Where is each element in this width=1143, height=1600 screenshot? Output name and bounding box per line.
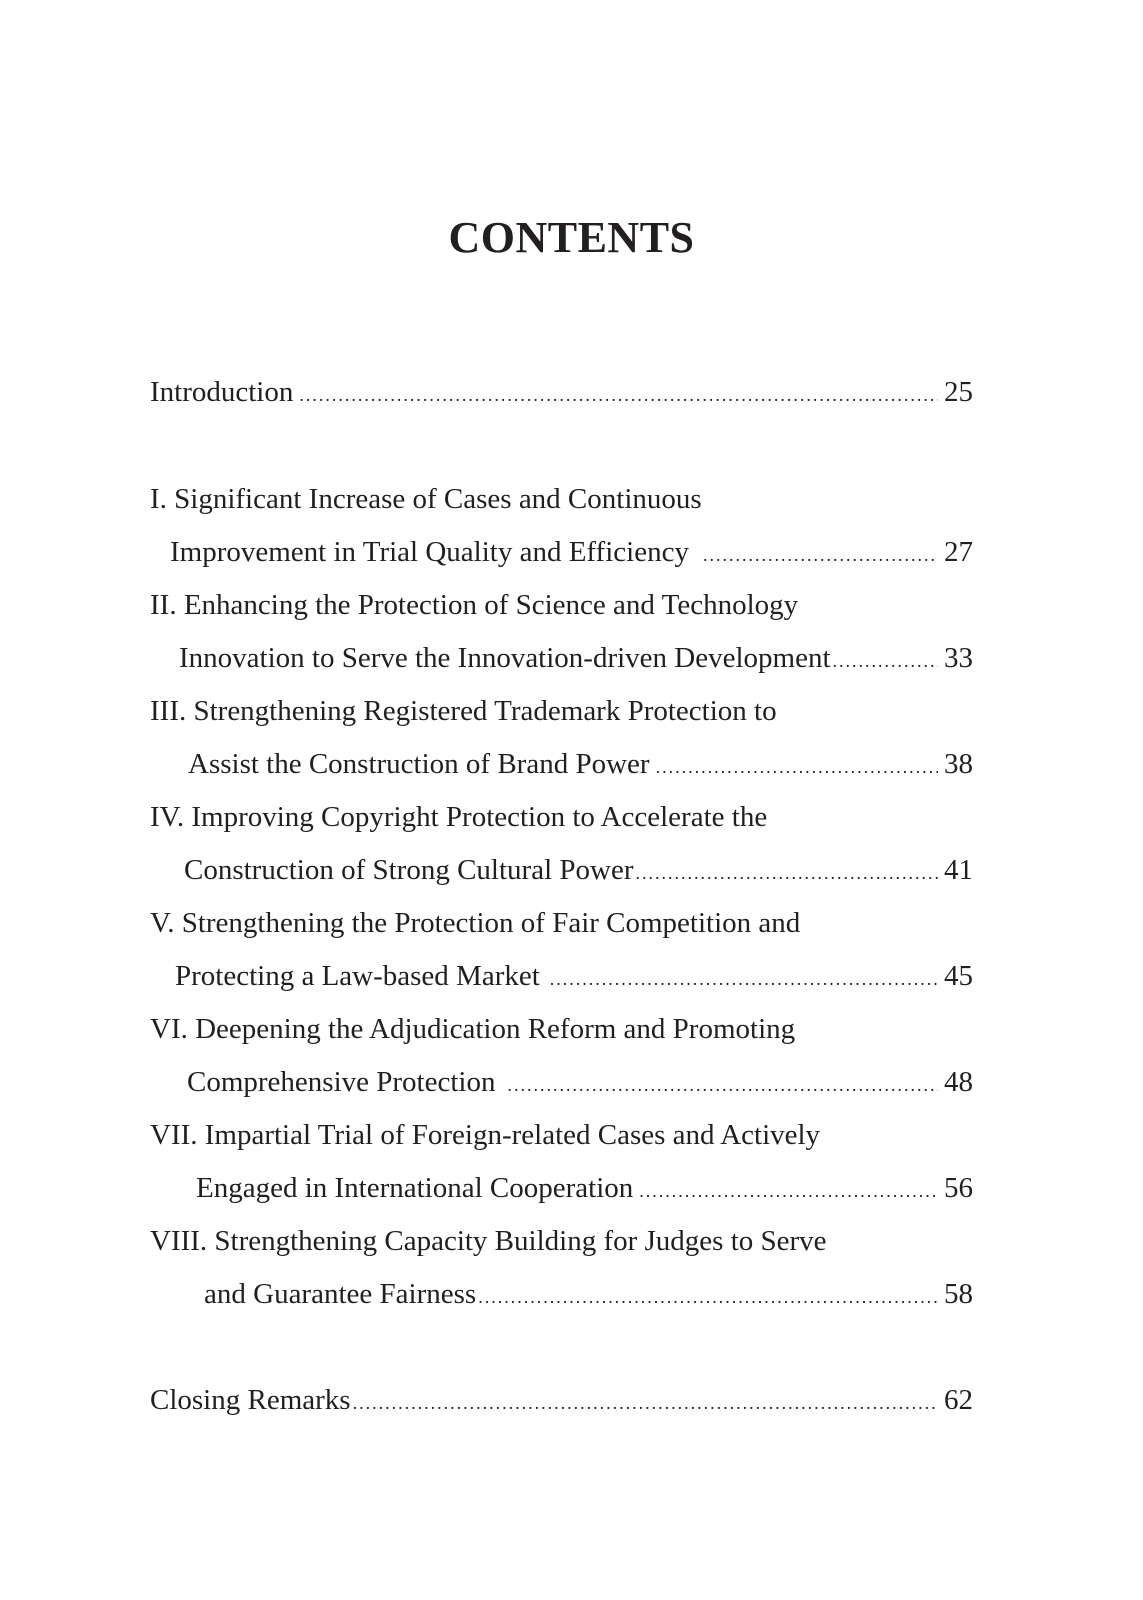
toc-entry-2-line2[interactable] <box>150 638 973 678</box>
toc-entry-4-line2[interactable] <box>150 850 973 890</box>
toc-entry-label: IV. Improving Copyright Protection to Accelerate the <box>150 801 768 833</box>
toc-entry-label: Improvement in Trial Quality and Efficiency <box>170 536 689 568</box>
toc-entry-label: Introduction <box>150 376 294 408</box>
toc-page-number: 41 <box>944 854 973 886</box>
toc-entry-label: and Guarantee Fairness <box>204 1278 477 1310</box>
toc-page-number: 56 <box>944 1172 973 1204</box>
toc-entry-1-line2[interactable] <box>150 532 973 572</box>
dot-leader <box>833 641 938 681</box>
toc-entry-4-line1[interactable] <box>150 797 973 837</box>
toc-entry-label: VIII. Strengthening Capacity Building for Judges to Serve <box>150 1225 827 1257</box>
dot-leader <box>703 535 938 575</box>
toc-entry-label: Engaged in International Cooperation <box>196 1172 634 1204</box>
toc-entry-label: Construction of Strong Cultural Power <box>184 854 634 886</box>
toc-entry-7-line2[interactable] <box>150 1168 973 1208</box>
toc-entry-label: III. Strengthening Registered Trademark Protection to <box>150 695 777 727</box>
toc-entry-1-line1[interactable] <box>150 479 973 519</box>
toc-entry-5-line1[interactable] <box>150 903 973 943</box>
toc-entry-8-line1[interactable] <box>150 1221 973 1261</box>
toc-page-number: 33 <box>944 642 973 674</box>
dot-leader <box>299 375 938 415</box>
toc-entry-8-line2[interactable] <box>150 1274 973 1314</box>
toc-entry-label: VI. Deepening the Adjudication Reform and Promoting <box>150 1013 796 1045</box>
toc-entry-6-line1[interactable] <box>150 1009 973 1049</box>
toc-entry-label: I. Significant Increase of Cases and Continuous <box>150 483 702 515</box>
toc-entry-introduction[interactable] <box>150 372 973 412</box>
toc-page-number: 25 <box>944 376 973 408</box>
toc-entry-label: II. Enhancing the Protection of Science and Technology <box>150 589 799 621</box>
toc-entry-6-line2[interactable] <box>150 1062 973 1102</box>
toc-entry-3-line2[interactable] <box>150 744 973 784</box>
toc-page-number: 38 <box>944 748 973 780</box>
dot-leader <box>478 1277 938 1317</box>
toc-page-number: 48 <box>944 1066 973 1098</box>
dot-leader <box>635 853 938 893</box>
dot-leader <box>656 747 938 787</box>
toc-entry-label: Assist the Construction of Brand Power <box>188 748 650 780</box>
toc-page-number: 45 <box>944 960 973 992</box>
toc-entry-label: Closing Remarks <box>150 1384 351 1416</box>
toc-entry-2-line1[interactable] <box>150 585 973 625</box>
toc-entry-label: V. Strengthening the Protection of Fair Competition and <box>150 907 801 939</box>
toc-entry-label: Protecting a Law-based Market <box>175 960 540 992</box>
toc-page-number: 62 <box>944 1384 973 1416</box>
toc-entry-label: Comprehensive Protection <box>187 1066 496 1098</box>
dot-leader <box>353 1383 938 1423</box>
dot-leader <box>507 1065 938 1105</box>
toc-entry-closing-remarks[interactable] <box>150 1380 973 1420</box>
toc-entry-3-line1[interactable] <box>150 691 973 731</box>
toc-entry-7-line1[interactable] <box>150 1115 973 1155</box>
toc-entry-label: Innovation to Serve the Innovation-driven Development <box>179 642 831 674</box>
toc-entry-5-line2[interactable] <box>150 956 973 996</box>
toc-page-number: 27 <box>944 536 973 568</box>
dot-leader <box>550 959 938 999</box>
toc-page-number: 58 <box>944 1278 973 1310</box>
page-title: CONTENTS <box>448 213 695 262</box>
toc-entry-label: VII. Impartial Trial of Foreign-related Cases and Actively <box>150 1119 821 1151</box>
dot-leader <box>639 1171 938 1211</box>
